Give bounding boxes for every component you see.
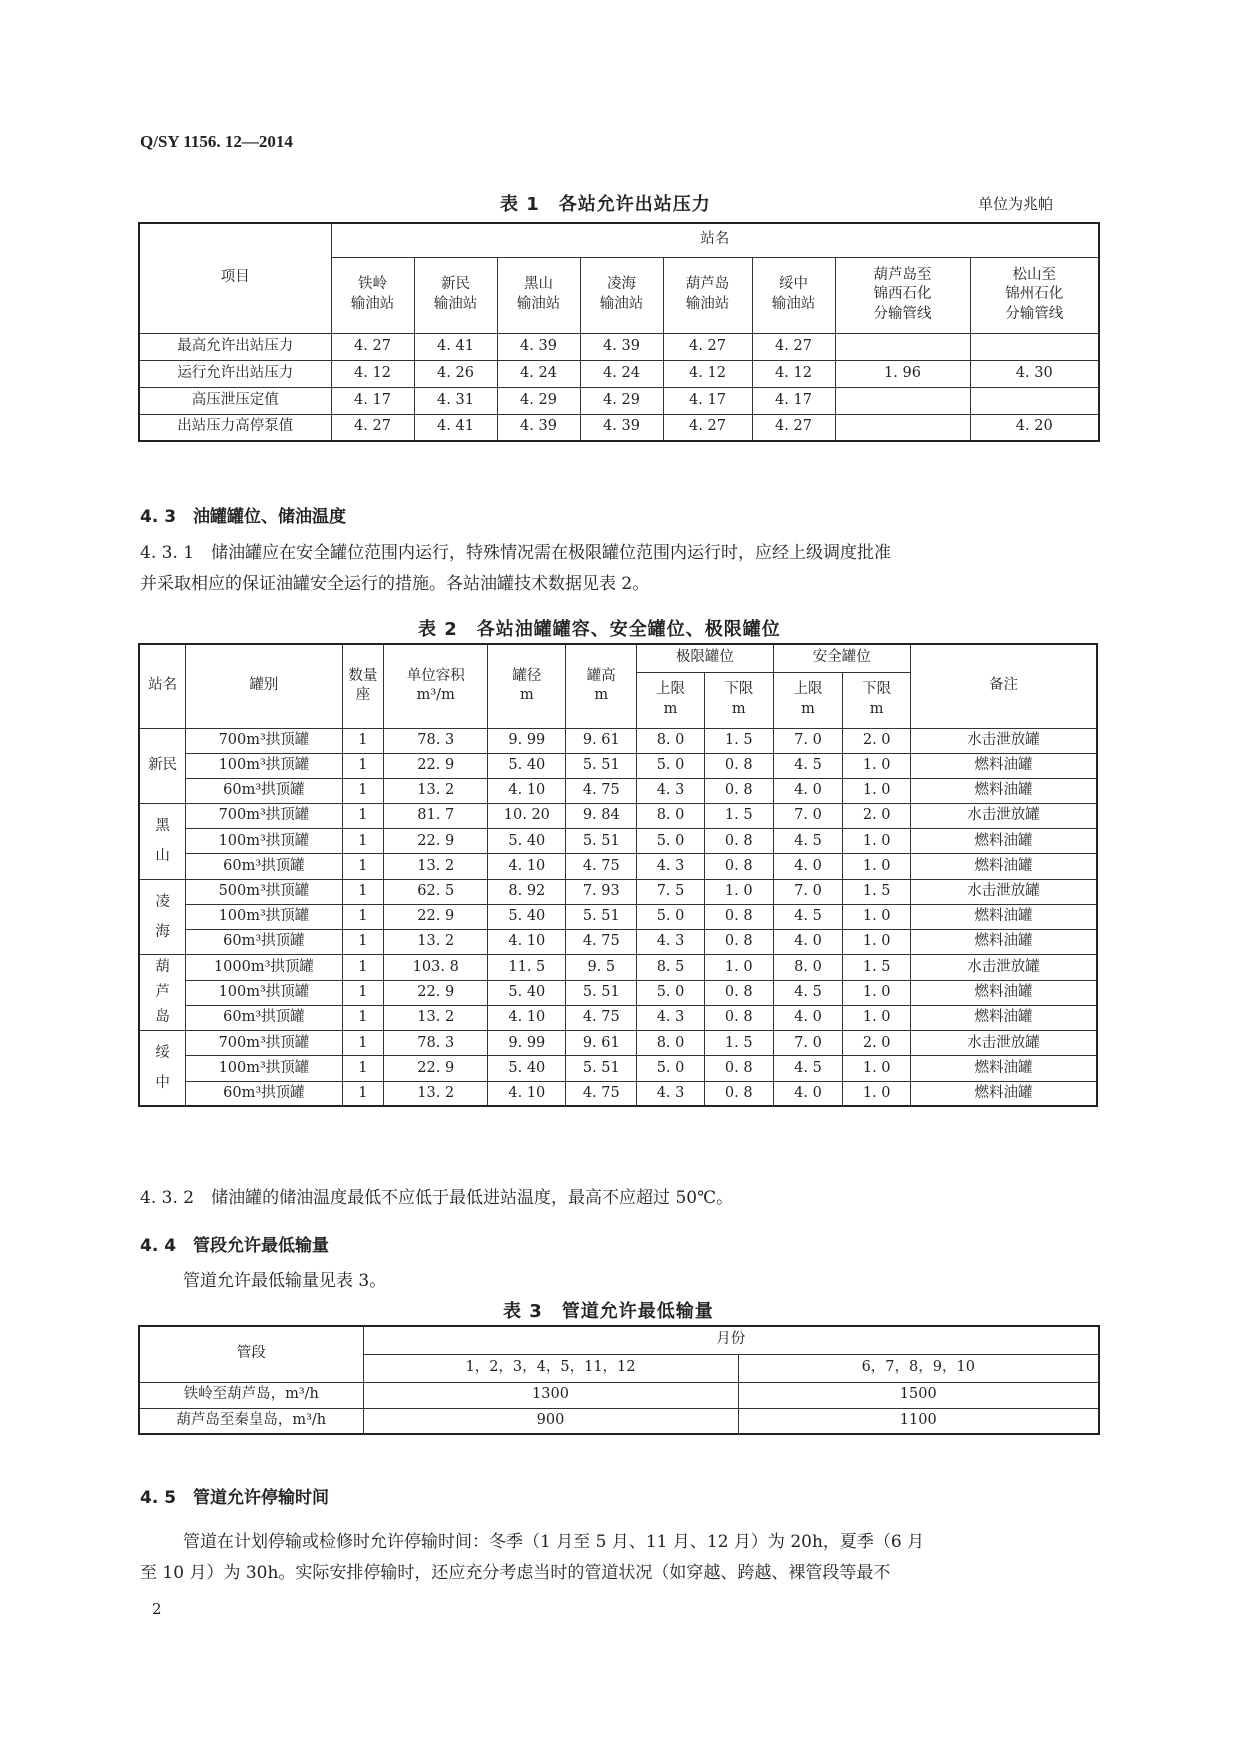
- paragraph-4-5: [140, 1527, 1105, 1589]
- paragraph-4-3-2: 4. 3. 2 储油罐的储油温度最低不应低于最低进站温度，最高不应超过 50℃。: [140, 1188, 734, 1208]
- table3-cell: 1500: [738, 1382, 1099, 1408]
- table2-cell: 1. 0: [843, 753, 911, 778]
- table2-cell: 8. 5: [637, 955, 705, 980]
- table2-cell: 4. 3: [637, 930, 705, 955]
- table2-cell: 4. 75: [566, 930, 637, 955]
- table2-cell: 0. 8: [704, 980, 773, 1005]
- table-row: [139, 1005, 1097, 1030]
- table1-row-label: 出站压力高停泵值: [139, 414, 331, 441]
- table-row: [139, 1382, 1099, 1408]
- table-row: [139, 904, 1097, 929]
- table2-station-char: 中: [155, 1075, 170, 1092]
- table2-cell: 4. 3: [637, 1005, 705, 1030]
- table-row: [139, 753, 1097, 778]
- table1-cell: 4. 27: [663, 333, 752, 360]
- table1-station-header-line: 绥中: [779, 276, 808, 293]
- table2-cell: 燃料油罐: [911, 930, 1097, 955]
- table2-cell: 水击泄放罐: [911, 1031, 1097, 1056]
- table2-header-height: 罐高 m: [566, 644, 637, 728]
- table2-cell: 4. 5: [773, 904, 843, 929]
- table2-cell: 4. 3: [637, 854, 705, 879]
- table-row: [139, 980, 1097, 1005]
- table-row: [139, 1056, 1097, 1081]
- standard-number: Q/SY 1156. 12—2014: [140, 132, 293, 151]
- table1-station-header: [497, 257, 580, 333]
- table1-item-header: 项目: [139, 223, 331, 333]
- table1-station-header: [331, 257, 414, 333]
- table2-header-count: 数量 座: [342, 644, 384, 728]
- table1-cell: [835, 333, 970, 360]
- table2-cell: 13. 2: [384, 778, 488, 803]
- table-row: [139, 360, 1099, 387]
- table1-cell: [835, 387, 970, 414]
- table-row: [139, 955, 1097, 980]
- table1-cell: 1. 96: [835, 360, 970, 387]
- table2-cell: 5. 51: [566, 829, 637, 854]
- table1-cell: 4. 41: [414, 414, 497, 441]
- table2-station-char: 凌: [155, 893, 170, 910]
- table2-cell: 5. 40: [488, 753, 566, 778]
- table2-tank-cell: 1000m³拱顶罐: [186, 955, 342, 980]
- table2-cell: 8. 0: [637, 1031, 705, 1056]
- table1-cell: 4. 29: [497, 387, 580, 414]
- table2-station-char: 岛: [155, 1009, 170, 1026]
- table1-station-header-line: 黑山: [524, 276, 553, 293]
- table2-tank-cell: 500m³拱顶罐: [186, 879, 342, 904]
- table2-cell: 1: [342, 930, 384, 955]
- table2-cell: 1. 5: [843, 955, 911, 980]
- table1-cell: 4. 27: [752, 414, 835, 441]
- table2-cell: 5. 51: [566, 1056, 637, 1081]
- table-row: [139, 879, 1097, 904]
- table2-cell: 5. 0: [637, 980, 705, 1005]
- table2-header-unit-capacity: 单位容积 m³/m: [384, 644, 488, 728]
- page-number: 2: [152, 1600, 162, 1618]
- table2-tank-cell: 700m³拱顶罐: [186, 804, 342, 829]
- table2-cell: 0. 8: [704, 829, 773, 854]
- table2-tank-cell: 60m³拱顶罐: [186, 778, 342, 803]
- table1-station-header-line: 葫芦岛: [685, 276, 730, 293]
- table1-row-label: 高压泄压定值: [139, 387, 331, 414]
- table2-cell: 5. 0: [637, 829, 705, 854]
- table2-cell: 水击泄放罐: [911, 879, 1097, 904]
- table1-cell: 4. 12: [752, 360, 835, 387]
- table2-cell: 22. 9: [384, 980, 488, 1005]
- table3-cell: 900: [363, 1408, 738, 1434]
- table2-cell: 4. 0: [773, 854, 843, 879]
- table2-header-station: 站名: [139, 644, 186, 728]
- table2-cell: 22. 9: [384, 753, 488, 778]
- table2-cell: 燃料油罐: [911, 778, 1097, 803]
- table2-cell: 9. 99: [488, 728, 566, 753]
- table2-cell: 1: [342, 804, 384, 829]
- table2-cell: 8. 0: [773, 955, 843, 980]
- table2-cell: 7. 93: [566, 879, 637, 904]
- table2-cell: 1: [342, 1031, 384, 1056]
- table2-cell: 4. 3: [637, 1081, 705, 1106]
- table2-station-cell: 新民: [139, 728, 186, 804]
- table2-cell: 7. 5: [637, 879, 705, 904]
- table2-cell: 13. 2: [384, 930, 488, 955]
- table2-cell: 4. 10: [488, 930, 566, 955]
- table3-segment-cell: 铁岭至葫芦岛，m³/h: [139, 1382, 363, 1408]
- table2-cell: 1. 5: [843, 879, 911, 904]
- table2-cell: 9. 61: [566, 1031, 637, 1056]
- table2-cell: 4. 5: [773, 1056, 843, 1081]
- table2-cell: 4. 10: [488, 1081, 566, 1106]
- table2-cell: 1. 0: [843, 1005, 911, 1030]
- table1-cell: 4. 12: [663, 360, 752, 387]
- table2-cell: 燃料油罐: [911, 1056, 1097, 1081]
- table2-cell: 0. 8: [704, 753, 773, 778]
- table2-tank-cell: 60m³拱顶罐: [186, 1081, 342, 1106]
- table1-cell: 4. 39: [580, 414, 663, 441]
- table2-cell: 1. 5: [704, 804, 773, 829]
- table1-station-header-line: 新民: [441, 276, 470, 293]
- table2-cell: 103. 8: [384, 955, 488, 980]
- table2-tank-cell: 700m³拱顶罐: [186, 728, 342, 753]
- table2-cell: 8. 92: [488, 879, 566, 904]
- table2-cell: 1. 5: [704, 1031, 773, 1056]
- table1-cell: 4. 41: [414, 333, 497, 360]
- table1-station-header-line: 松山至: [1012, 266, 1056, 283]
- table3: [138, 1325, 1100, 1435]
- table2-header-tank: 罐别: [186, 644, 342, 728]
- table2-station-char: 海: [155, 923, 170, 940]
- table2-cell: 1: [342, 1056, 384, 1081]
- table1-station-header: [752, 257, 835, 333]
- table2-cell: 4. 0: [773, 1081, 843, 1106]
- table1-cell: 4. 39: [497, 333, 580, 360]
- table2-station-cell: [139, 955, 186, 1031]
- table2-cell: 0. 8: [704, 778, 773, 803]
- table2-cell: 1. 0: [843, 829, 911, 854]
- table2-caption: 表 2 各站油罐罐容、安全罐位、极限罐位: [418, 619, 781, 640]
- table1-station-header-line: 输油站: [516, 296, 561, 312]
- table2-cell: 燃料油罐: [911, 1005, 1097, 1030]
- table2-cell: 22. 9: [384, 904, 488, 929]
- table-row: [139, 728, 1097, 753]
- table2-cell: 2. 0: [843, 1031, 911, 1056]
- table2-cell: 燃料油罐: [911, 1081, 1097, 1106]
- table1-cell: 4. 27: [331, 414, 414, 441]
- table2: [138, 643, 1098, 1107]
- paragraph-4-3-1-line2: 并采取相应的保证油罐安全运行的措施。各站油罐技术数据见表 2。: [140, 574, 650, 594]
- table2-cell: 4. 75: [566, 778, 637, 803]
- table3-month-col-winter: 1，2，3，4，5，11，12: [363, 1354, 738, 1382]
- table2-cell: 4. 0: [773, 778, 843, 803]
- table2-cell: 1: [342, 879, 384, 904]
- table1-station-header: [580, 257, 663, 333]
- table2-cell: 7. 0: [773, 804, 843, 829]
- table-row: [139, 804, 1097, 829]
- table2-cell: 1. 0: [843, 930, 911, 955]
- table2-cell: 水击泄放罐: [911, 955, 1097, 980]
- table2-cell: 5. 0: [637, 753, 705, 778]
- table1-cell: 4. 29: [580, 387, 663, 414]
- table2-cell: 8. 0: [637, 728, 705, 753]
- table2-station-cell: [139, 804, 186, 880]
- table1-cell: 4. 39: [497, 414, 580, 441]
- table1-cell: 4. 27: [663, 414, 752, 441]
- table1-cell: 4. 24: [497, 360, 580, 387]
- table2-cell: 4. 10: [488, 778, 566, 803]
- table1-cell: [970, 387, 1099, 414]
- table1-station-header-line: 输油站: [685, 296, 730, 312]
- table2-cell: 1: [342, 854, 384, 879]
- table2-tank-cell: 60m³拱顶罐: [186, 854, 342, 879]
- table2-cell: 9. 61: [566, 728, 637, 753]
- table1-cell: 4. 26: [414, 360, 497, 387]
- section-4-4-heading: 4. 4 管段允许最低输量: [140, 1236, 330, 1256]
- table-row: [139, 1031, 1097, 1056]
- table2-cell: 4. 75: [566, 1005, 637, 1030]
- table1-station-header: [663, 257, 752, 333]
- table-row: [139, 414, 1099, 441]
- table1-row-label: 最高允许出站压力: [139, 333, 331, 360]
- table2-cell: 4. 10: [488, 854, 566, 879]
- table-row: [139, 333, 1099, 360]
- table2-cell: 5. 40: [488, 904, 566, 929]
- table2-cell: 4. 5: [773, 753, 843, 778]
- table2-cell: 9. 84: [566, 804, 637, 829]
- table1-station-header-line: 输油站: [350, 296, 395, 312]
- table2-cell: 4. 75: [566, 854, 637, 879]
- table1-station-header-line: 分输管线: [1005, 305, 1064, 322]
- table2-cell: 1: [342, 955, 384, 980]
- table1-row-label: 运行允许出站压力: [139, 360, 331, 387]
- table-row: [139, 854, 1097, 879]
- table2-cell: 燃料油罐: [911, 980, 1097, 1005]
- table2-cell: 1. 0: [843, 778, 911, 803]
- table2-cell: 7. 0: [773, 1031, 843, 1056]
- table2-cell: 5. 0: [637, 1056, 705, 1081]
- table2-cell: 1. 0: [843, 980, 911, 1005]
- table2-header-limit-level: 极限罐位: [637, 644, 773, 672]
- table2-cell: 1: [342, 778, 384, 803]
- table2-cell: 8. 0: [637, 804, 705, 829]
- table1-station-header-line: 分输管线: [873, 305, 932, 322]
- table2-cell: 4. 75: [566, 1081, 637, 1106]
- table2-header-safe-level: 安全罐位: [773, 644, 910, 672]
- table2-station-char: 黑: [155, 818, 170, 835]
- table2-cell: 2. 0: [843, 728, 911, 753]
- table1-station-header-line: 铁岭: [358, 276, 387, 293]
- table2-station-char: 葫: [155, 959, 170, 976]
- table3-cell: 1300: [363, 1382, 738, 1408]
- table1-station-header-line: 葫芦岛至: [873, 266, 932, 283]
- table2-cell: 燃料油罐: [911, 829, 1097, 854]
- table2-cell: 5. 40: [488, 829, 566, 854]
- table2-cell: 5. 40: [488, 1056, 566, 1081]
- table2-header-limit-lower: 下限 m: [704, 672, 773, 728]
- table1-cell: 4. 17: [331, 387, 414, 414]
- table2-cell: 0. 8: [704, 854, 773, 879]
- table2-tank-cell: 60m³拱顶罐: [186, 930, 342, 955]
- table2-cell: 5. 51: [566, 904, 637, 929]
- table2-cell: 1: [342, 1081, 384, 1106]
- table2-cell: 水击泄放罐: [911, 804, 1097, 829]
- table1-cell: 4. 31: [414, 387, 497, 414]
- table2-cell: 9. 99: [488, 1031, 566, 1056]
- table2-cell: 1. 0: [843, 1056, 911, 1081]
- table2-cell: 4. 5: [773, 980, 843, 1005]
- table2-cell: 4. 0: [773, 1005, 843, 1030]
- table1: [138, 222, 1100, 442]
- paragraph-4-5-line1: 管道在计划停输或检修时允许停输时间：冬季（1 月至 5 月、11 月、12 月）为 20h，夏季（6 月: [183, 1532, 925, 1552]
- table2-tank-cell: 60m³拱顶罐: [186, 1005, 342, 1030]
- table-row: [139, 829, 1097, 854]
- table2-cell: 4. 3: [637, 778, 705, 803]
- table1-station-header: [970, 257, 1099, 333]
- table2-cell: 62. 5: [384, 879, 488, 904]
- table2-cell: 1. 0: [843, 854, 911, 879]
- table1-cell: [835, 414, 970, 441]
- table2-cell: 水击泄放罐: [911, 728, 1097, 753]
- table2-tank-cell: 100m³拱顶罐: [186, 753, 342, 778]
- table2-cell: 燃料油罐: [911, 854, 1097, 879]
- table3-cell: 1100: [738, 1408, 1099, 1434]
- table2-header-limit-upper: 上限 m: [637, 672, 705, 728]
- table2-cell: 1: [342, 753, 384, 778]
- table2-station-cell: [139, 1031, 186, 1107]
- table2-cell: 0. 8: [704, 1081, 773, 1106]
- table2-cell: 0. 8: [704, 904, 773, 929]
- table2-cell: 22. 9: [384, 829, 488, 854]
- table2-cell: 10. 20: [488, 804, 566, 829]
- table-row: [139, 930, 1097, 955]
- table-row: [139, 1408, 1099, 1434]
- table-row: [139, 1081, 1097, 1106]
- table2-cell: 5. 40: [488, 980, 566, 1005]
- table2-cell: 燃料油罐: [911, 904, 1097, 929]
- table1-station-header-line: 输油站: [433, 296, 478, 312]
- table2-station-char: 芦: [155, 984, 170, 1001]
- table2-cell: 78. 3: [384, 728, 488, 753]
- table1-cell: 4. 17: [752, 387, 835, 414]
- table1-cell: 4. 24: [580, 360, 663, 387]
- table2-cell: 13. 2: [384, 1081, 488, 1106]
- table1-station-header: [414, 257, 497, 333]
- table1-station-header-line: 输油站: [599, 296, 644, 312]
- table1-unit: 单位为兆帕: [978, 195, 1054, 213]
- table2-tank-cell: 100m³拱顶罐: [186, 904, 342, 929]
- table3-month-header: 月份: [363, 1326, 1099, 1354]
- paragraph-4-5-line2: 至 10 月）为 30h。实际安排停输时，还应充分考虑当时的管道状况（如穿越、跨越、裸管段等最不: [140, 1563, 891, 1583]
- table3-segment-cell: 葫芦岛至秦皇岛，m³/h: [139, 1408, 363, 1434]
- table2-cell: 1. 0: [843, 1081, 911, 1106]
- paragraph-4-3-1: [140, 538, 1100, 600]
- table2-cell: 0. 8: [704, 1005, 773, 1030]
- table2-cell: 1: [342, 829, 384, 854]
- table1-station-header-line: 锦西石化: [873, 286, 932, 303]
- table2-cell: 1: [342, 1005, 384, 1030]
- table2-cell: 13. 2: [384, 854, 488, 879]
- table2-cell: 22. 9: [384, 1056, 488, 1081]
- table1-cell: 4. 17: [663, 387, 752, 414]
- table2-header-safe-lower: 下限 m: [843, 672, 911, 728]
- table1-station-header: [835, 257, 970, 333]
- table2-cell: 1: [342, 728, 384, 753]
- table2-cell: 1: [342, 904, 384, 929]
- table1-cell: 4. 39: [580, 333, 663, 360]
- table2-cell: 5. 51: [566, 753, 637, 778]
- table2-cell: 11. 5: [488, 955, 566, 980]
- table1-cell: 4. 12: [331, 360, 414, 387]
- table1-cell: 4. 27: [331, 333, 414, 360]
- table2-cell: 0. 8: [704, 1056, 773, 1081]
- table2-cell: 0. 8: [704, 930, 773, 955]
- table1-caption: 表 1 各站允许出站压力: [500, 194, 711, 215]
- table2-cell: 9. 5: [566, 955, 637, 980]
- table2-cell: 1: [342, 980, 384, 1005]
- table2-tank-cell: 700m³拱顶罐: [186, 1031, 342, 1056]
- table1-cell: [970, 333, 1099, 360]
- table1-station-header-line: 输油站: [771, 296, 816, 312]
- table2-station-cell: [139, 879, 186, 955]
- table2-cell: 5. 0: [637, 904, 705, 929]
- table2-cell: 4. 10: [488, 1005, 566, 1030]
- table1-station-header-line: 凌海: [607, 276, 636, 293]
- table-row: [139, 387, 1099, 414]
- table2-header-diameter: 罐径 m: [488, 644, 566, 728]
- table2-header-safe-upper: 上限 m: [773, 672, 843, 728]
- table2-cell: 1. 0: [704, 955, 773, 980]
- table2-tank-cell: 100m³拱顶罐: [186, 1056, 342, 1081]
- table2-cell: 4. 0: [773, 930, 843, 955]
- section-4-5-heading: 4. 5 管道允许停输时间: [140, 1488, 330, 1508]
- table2-cell: 7. 0: [773, 728, 843, 753]
- table1-cell: 4. 27: [752, 333, 835, 360]
- paragraph-4-3-1-line1: 4. 3. 1 储油罐应在安全罐位范围内运行，特殊情况需在极限罐位范围内运行时，应经上级调度批准: [140, 543, 892, 563]
- table2-cell: 2. 0: [843, 804, 911, 829]
- table1-cell: 4. 20: [970, 414, 1099, 441]
- table2-cell: 1. 0: [843, 904, 911, 929]
- table2-station-char: 绥: [155, 1045, 170, 1062]
- table3-segment-header: 管段: [139, 1326, 363, 1382]
- table1-station-header-line: 锦州石化: [1005, 286, 1064, 303]
- table-row: [139, 778, 1097, 803]
- table2-header-remark: 备注: [911, 644, 1097, 728]
- table2-tank-cell: 100m³拱顶罐: [186, 980, 342, 1005]
- table2-cell: 燃料油罐: [911, 753, 1097, 778]
- table2-cell: 7. 0: [773, 879, 843, 904]
- section-4-3-heading: 4. 3 油罐罐位、储油温度: [140, 507, 347, 527]
- section-4-4-intro: 管道允许最低输量见表 3。: [183, 1271, 387, 1291]
- table2-cell: 78. 3: [384, 1031, 488, 1056]
- table2-cell: 4. 5: [773, 829, 843, 854]
- table1-cell: 4. 30: [970, 360, 1099, 387]
- table1-group-header: 站名: [331, 223, 1099, 257]
- table2-station-char: 山: [155, 848, 170, 865]
- table3-caption: 表 3 管道允许最低输量: [503, 1301, 714, 1322]
- table3-month-col-summer: 6，7，8，9，10: [738, 1354, 1099, 1382]
- table2-cell: 13. 2: [384, 1005, 488, 1030]
- table2-cell: 1. 0: [704, 879, 773, 904]
- table2-tank-cell: 100m³拱顶罐: [186, 829, 342, 854]
- table2-cell: 1. 5: [704, 728, 773, 753]
- table2-cell: 5. 51: [566, 980, 637, 1005]
- table2-cell: 81. 7: [384, 804, 488, 829]
